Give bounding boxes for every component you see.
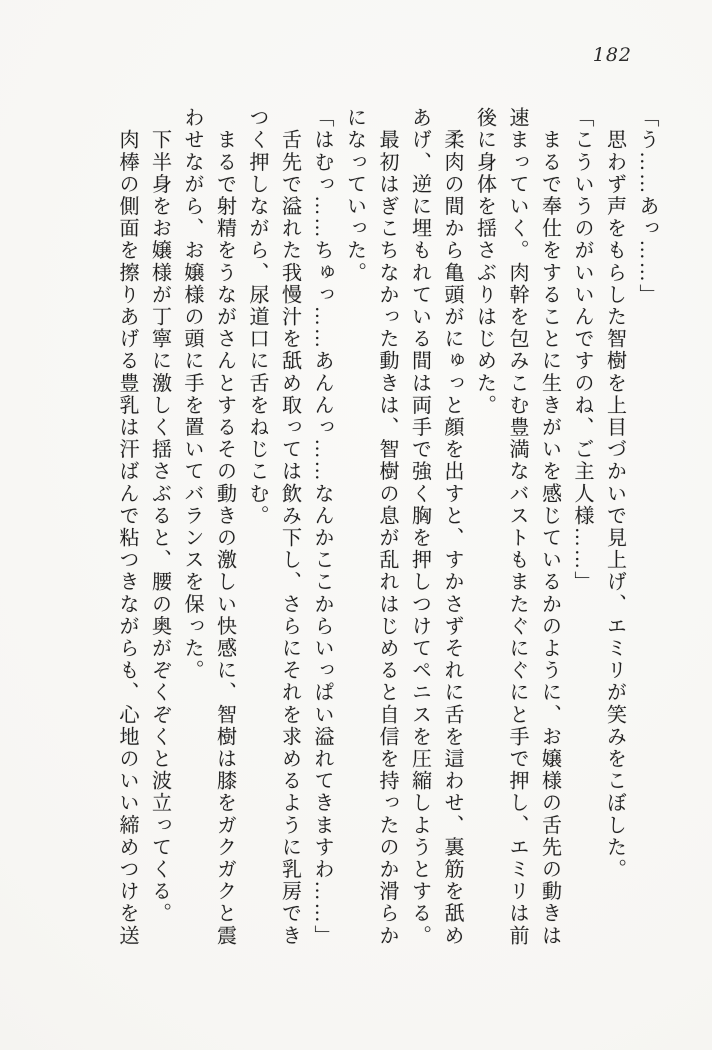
text-block: [107, 107, 663, 950]
paragraph: 最初はぎこちなかった動きは、智樹の息が乱れはじめると自信を持ったのか滑らかになっていった。: [343, 107, 398, 947]
paragraph: まるで射精をうながさんとするその動きの激しい快感に、智樹は膝をガクガクと震わせながら、お嬢様の頭に手を置いてバランスを保った。: [181, 107, 236, 947]
paragraph: まるで奉仕をすることに生きがいを感じているかのように、お嬢様の舌先の動きは速まっていく。肉幹を包みこむ豊満なバストもまたぐにぐにと手で押し、エミリは前後に身体を揺さぶりはじめた。: [473, 107, 561, 947]
paragraph-dialogue: 「う……あっ……」: [636, 107, 658, 306]
page-number: 182: [592, 44, 632, 66]
paragraph-dialogue: 「こういうのがいいんですのね、ご主人様……」: [571, 107, 593, 594]
paragraph: 肉棒の側面を擦りあげる豊乳は汗ばんで粘つきながらも、心地のいい締めつけを送: [116, 107, 138, 947]
paragraph: 柔肉の間から亀頭がにゅっと顔を出すと、すかさずそれに舌を這わせ、裏筋を舐めあげ、逆に埋もれている間は両手で強く胸を押しつけてペニスを圧縮しようとする。: [408, 107, 463, 947]
paragraph: 舌先で溢れた我慢汁を舐め取っては飲み下し、さらにそれを求めるように乳房できつく押しながら、尿道口に舌をねじこむ。: [246, 107, 301, 947]
paragraph: 思わず声をもらした智樹を上目づかいで見上げ、エミリが笑みをこぼした。: [603, 107, 626, 881]
paragraph-dialogue: 「はむっ……ちゅっ……あんんっ……なんかここからいっぱい溢れてきますわ……」: [311, 107, 333, 947]
paragraph: 下半身をお嬢様が丁寧に激しく揺さぶると、腰の奥がぞくぞくと波立ってくる。: [148, 107, 171, 925]
